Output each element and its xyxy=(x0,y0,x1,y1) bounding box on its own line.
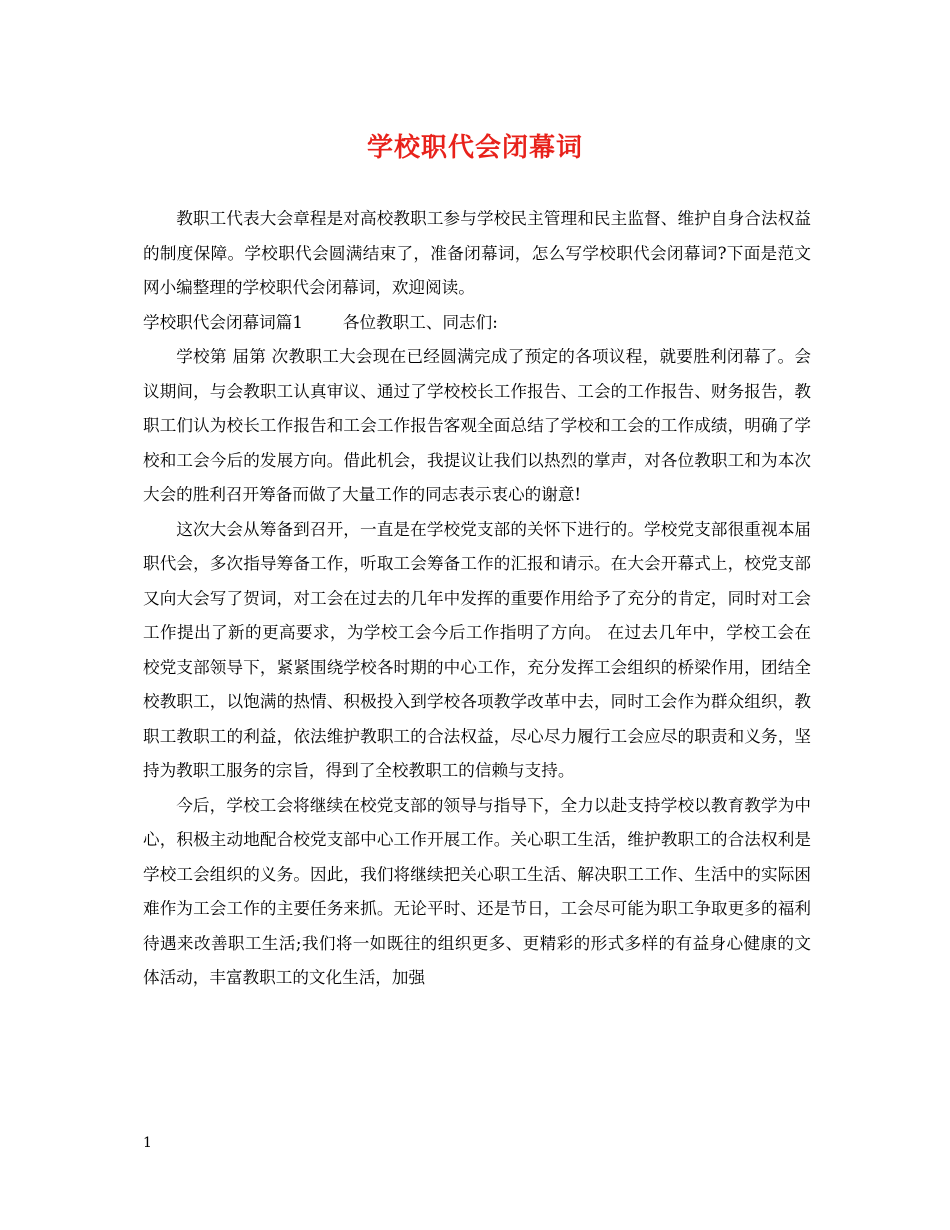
document-title: 学校职代会闭幕词 xyxy=(366,133,583,163)
intro-paragraph: 教职工代表大会章程是对高校教职工参与学校民主管理和民主监督、维护自身合法权益的制度保障。学校职代会圆满结束了，准备闭幕词，怎么写学校职代会闭幕词?下面是范文网小编整理的学校职代会闭幕词，欢迎阅读。 xyxy=(143,209,811,297)
body-paragraph: 今后，学校工会将继续在校党支部的领导与指导下，全力以赴支持学校以教育教学为中心，积极主动地配合校党支部中心工作开展工作。关心职工生活，维护教职工的合法权利是学校工会组织的义务。因此，我们将继续把关心职工生活、解决职工工作、生活中的实际困难作为工会工作的主要任务来抓。无论平时、还是节日，工会尽可能为职工争取更多的福利待遇来改善职工生活;我们将一如既往的组织更多、更精彩的形式多样的有益身心健康的文体活动，丰富教职工的文化生活，加强 xyxy=(143,795,811,987)
body-paragraph: 这次大会从筹备到召开，一直是在学校党支部的关怀下进行的。学校党支部很重视本届职代会，多次指导筹备工作，听取工会筹备工作的汇报和请示。在大会开幕式上，校党支部又向大会写了贺词，对工会在过去的几年中发挥的重要作用给予了充分的肯定，同时对工会工作提出了新的更高要求，为学校工会今后工作指明了方向。 在过去几年中，学校工会在校党支部领导下，紧紧围绕学校各时期的中心工作，充分发挥工会组织的桥梁作用，团结全校教职工，以饱满的热情、积极投入到学校各项教学改革中去，同时工会作为群众组织，教职工教职工的利益，依法维护教职工的合法权益，尽心尽力履行工会应尽的职责和义务，坚持为教职工服务的宗旨，得到了全校教职工的信赖与支持。 xyxy=(143,519,811,780)
section-heading: 学校职代会闭幕词篇1 xyxy=(143,312,303,332)
document-body xyxy=(143,202,811,996)
salutation: 各位教职工、同志们: xyxy=(342,312,498,332)
section-heading-line xyxy=(143,306,811,341)
page-number: 1 xyxy=(143,1135,152,1151)
body-paragraph: 学校第 届第 次教职工大会现在已经圆满完成了预定的各项议程，就要胜利闭幕了。会议期间，与会教职工认真审议、通过了学校校长工作报告、工会的工作报告、财务报告，教职工们认为校长工作报告和工会工作报告客观全面总结了学校和工会的工作成绩，明确了学校和工会今后的发展方向。借此机会，我提议让我们以热烈的掌声，对各位教职工和为本次大会的胜利召开筹备而做了大量工作的同志表示衷心的谢意! xyxy=(143,347,811,504)
